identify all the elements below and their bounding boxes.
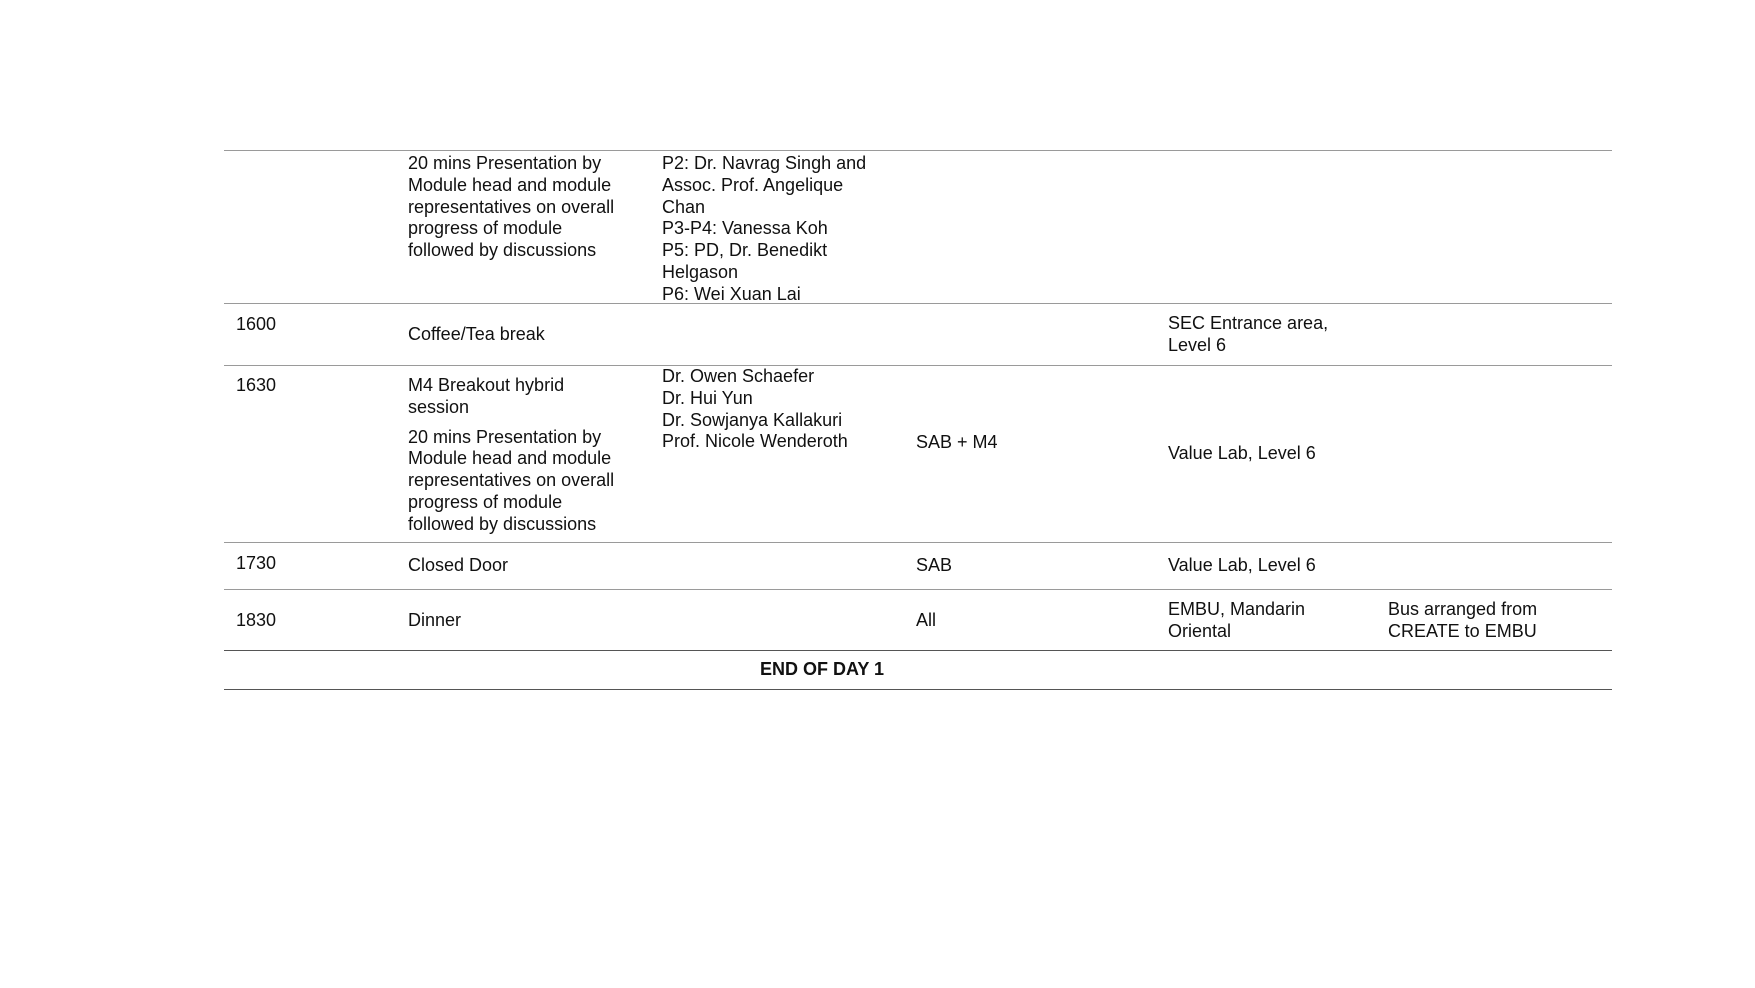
attendees-1630: SAB + M4 xyxy=(916,432,998,452)
attendees-1730: SAB xyxy=(916,555,953,575)
activity-1630: M4 Breakout hybrid session 20 mins Presentation by Module head and module representatives on overall progress of module followed by discussions xyxy=(408,375,615,534)
venue-1830: EMBU, Mandarin Oriental xyxy=(1168,599,1306,641)
time-1730: 1730 xyxy=(236,553,277,573)
activity-1730: Closed Door xyxy=(408,555,509,575)
rule-after-1730 xyxy=(224,589,1612,590)
rule-after-1630 xyxy=(224,542,1612,543)
time-1830: 1830 xyxy=(236,610,277,630)
remarks-1830: Bus arranged from CREATE to EMBU xyxy=(1388,599,1538,641)
rule-after-1830 xyxy=(224,650,1612,651)
activity-1830: Dinner xyxy=(408,610,462,630)
end-of-day-label: END OF DAY 1 xyxy=(760,659,885,679)
venue-1600: SEC Entrance area, Level 6 xyxy=(1168,313,1329,355)
rule-bottom xyxy=(224,689,1612,690)
rule-after-cont xyxy=(224,303,1612,304)
presenters-1630: Dr. Owen Schaefer Dr. Hui Yun Dr. Sowjanya Kallakuri Prof. Nicole Wenderoth xyxy=(662,366,848,452)
cont-activity: 20 mins Presentation by Module head and module representatives on overall progress of module followed by discussions xyxy=(408,153,615,261)
attendees-1830: All xyxy=(916,610,937,630)
time-1600: 1600 xyxy=(236,314,277,334)
cont-presenters: P2: Dr. Navrag Singh and Assoc. Prof. Angelique Chan P3-P4: Vanessa Koh P5: PD, Dr. Benedikt Helgason P6: Wei Xuan Lai xyxy=(662,153,867,304)
venue-1730: Value Lab, Level 6 xyxy=(1168,555,1316,575)
time-1630: 1630 xyxy=(236,375,277,395)
venue-1630: Value Lab, Level 6 xyxy=(1168,443,1316,463)
rule-after-1600 xyxy=(224,365,1612,366)
rule-top xyxy=(224,150,1612,151)
activity-1600: Coffee/Tea break xyxy=(408,324,545,344)
